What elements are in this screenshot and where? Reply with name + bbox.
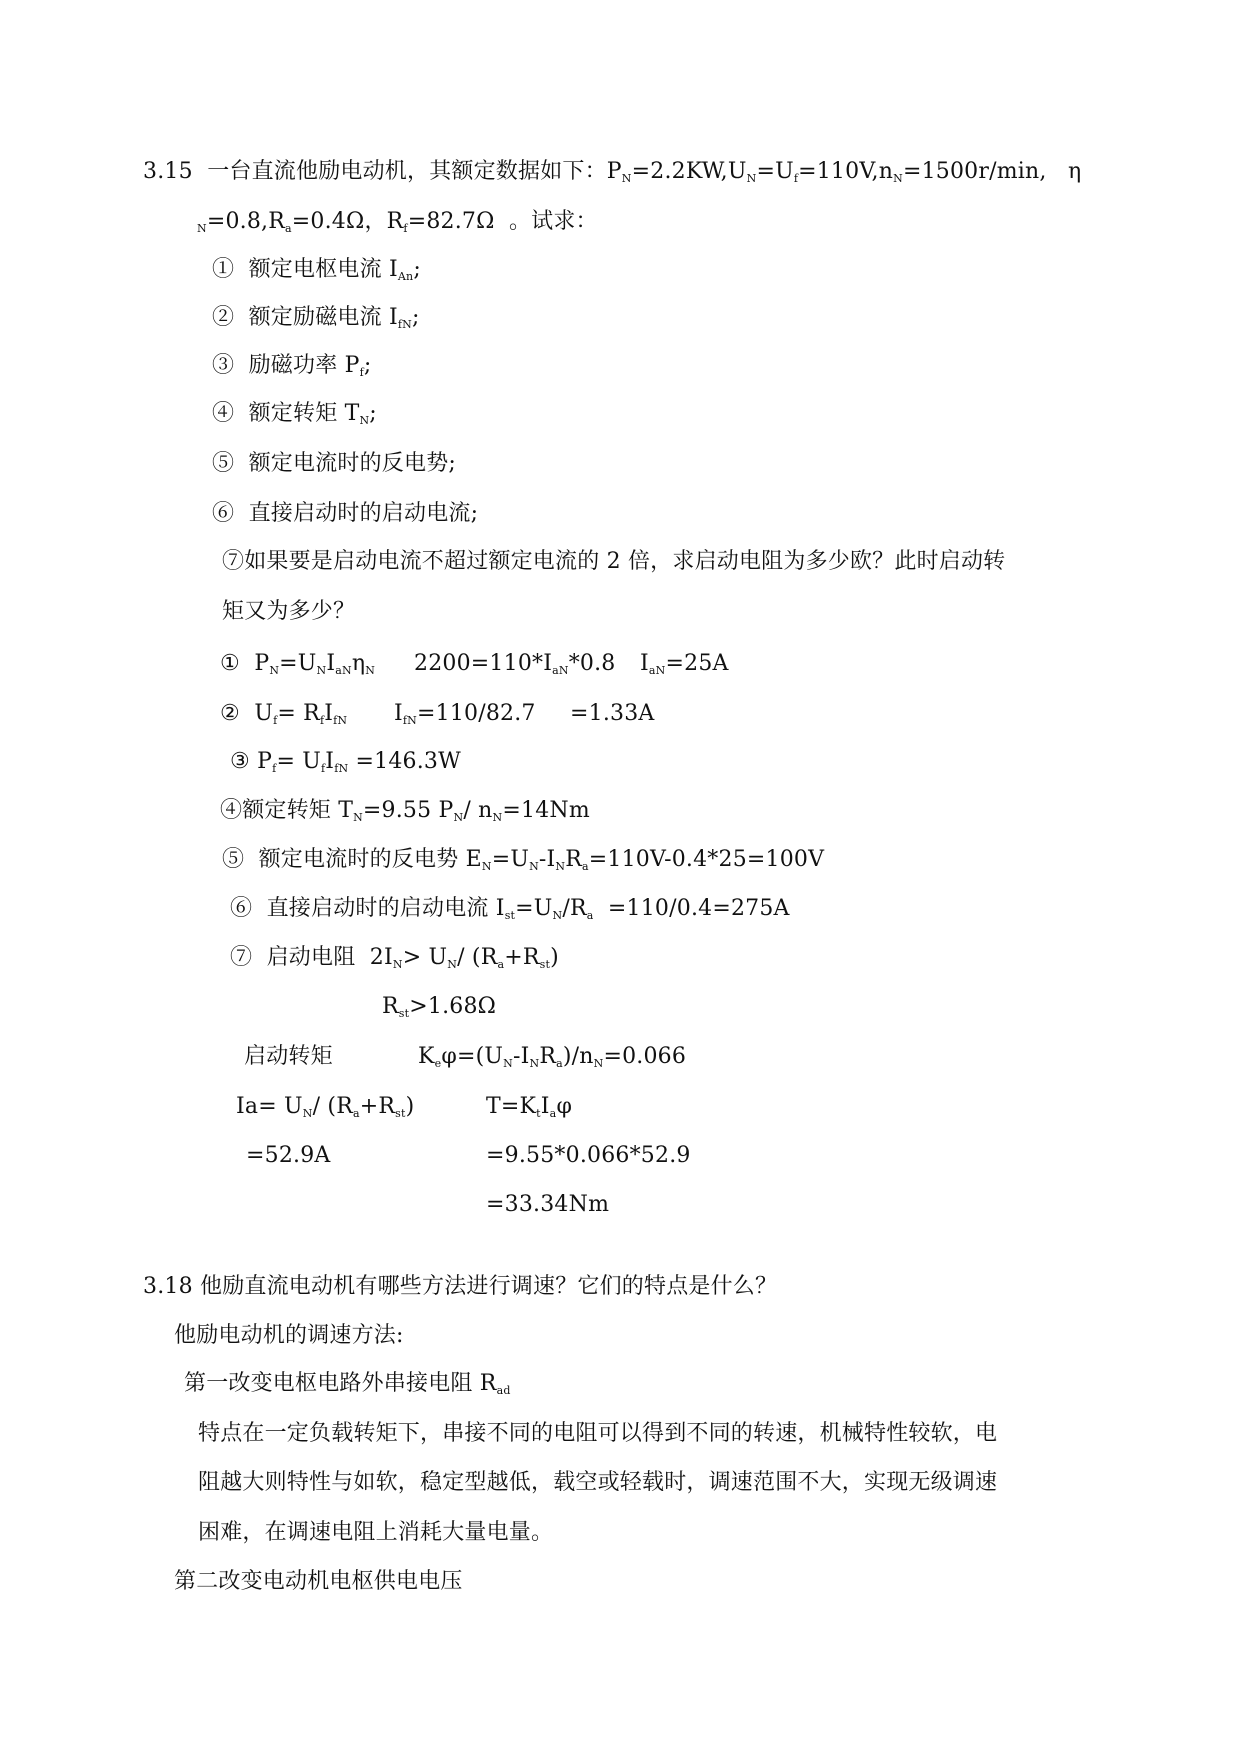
torque-formula: $T=K_tI_a\varphi$	[486, 1094, 573, 1120]
answer-3: ③ $P_f= U_fI_{fN} =146.3W$	[230, 749, 461, 775]
question-item-7-line2: 矩又为多少？	[222, 599, 356, 624]
method-1-desc-line3: 困难，在调速电阻上消耗大量电量。	[198, 1520, 554, 1545]
question-item-2: ② 额定励磁电流 $I_{fN}$;	[212, 305, 420, 331]
starting-torque-label: 启动转矩	[244, 1044, 333, 1069]
question-item-1: ① 额定电枢电流 $I_{An}$;	[212, 257, 421, 283]
ke-formula: $K_e\varphi=(U_N-I_NR_a)/n_N=0.066$	[418, 1044, 687, 1070]
answer-4: ④额定转矩 $T_N=9.55$ $P_N/$ $n_N=14Nm$	[220, 798, 590, 824]
answer-1-result: $I_{aN}=25A$	[640, 651, 729, 677]
answer-5: ⑤ 额定电流时的反电势 $E_N=U_N-I_NR_a=110V-0.4*25=100V$	[222, 847, 825, 873]
ia-formula: $Ia= U_N/$ $(R_a+R_{st})$	[236, 1094, 415, 1120]
answer-2-result: =1.33A	[570, 701, 655, 726]
question-item-7-line1: ⑦如果要是启动电流不超过额定电流的 2 倍，求启动电阻为多少欧？此时启动转	[222, 549, 1006, 574]
answer-6: ⑥ 直接启动时的启动电流 $I_{st}=U_N/R_a =110/0.4=275A$	[230, 896, 790, 922]
method-1-desc-line1: 特点在一定负载转矩下，串接不同的电阻可以得到不同的转速，机械特性较软，电	[198, 1421, 998, 1446]
answer-2-calc: $I_{fN}=110/82.7$	[394, 701, 536, 727]
torque-result: =33.34Nm	[486, 1192, 610, 1217]
question-3-18: 3.18 他励直流电动机有哪些方法进行调速？它们的特点是什么？	[143, 1274, 778, 1299]
answer-1-calc: $2200=110*I_{aN}*0.8$	[414, 651, 616, 677]
question-item-5: ⑤ 额定电流时的反电势;	[212, 451, 457, 476]
question-item-3: ③ 励磁功率 $P_f$;	[212, 353, 372, 379]
method-1-desc-line2: 阻越大则特性与如软，稳定型越低，载空或轻载时，调速范围不大，实现无级调速	[198, 1470, 998, 1495]
speed-methods-heading: 他励电动机的调速方法:	[174, 1323, 404, 1348]
answer-1: ① $P_N=U_NI_{aN}\eta_N$	[220, 651, 376, 677]
torque-calc: =9.55*0.066*52.9	[486, 1143, 691, 1168]
method-2-title: 第二改变电动机电枢供电电压	[174, 1569, 463, 1594]
ia-result: =52.9A	[246, 1143, 331, 1168]
eta-symbol: η	[1068, 159, 1082, 184]
answer-7-rst: $R_{st}>1.68\Omega$	[382, 994, 497, 1020]
question-item-6: ⑥ 直接启动时的启动电流;	[212, 501, 479, 526]
answer-7: ⑦ 启动电阻 $2I_N> U_N/$ $(R_a+R_{st})$	[230, 945, 559, 971]
question-3-15-line1: 3.15 一台直流他励电动机，其额定数据如下：$P_N=2.2KW,U_N=U_f=110V,n_N=1500r/\min$,	[143, 159, 1047, 185]
question-item-4: ④ 额定转矩 $T_N$;	[212, 401, 377, 427]
answer-2: ② $U_f= R_fI_{fN}$	[220, 701, 348, 727]
method-1-title: 第一改变电枢电路外串接电阻 $R_{ad}$	[184, 1371, 511, 1397]
question-3-15-line2: $_N=0.8,R_a=0.4\Omega$，$R_f=82.7\Omega$ 。试求：	[197, 209, 598, 235]
